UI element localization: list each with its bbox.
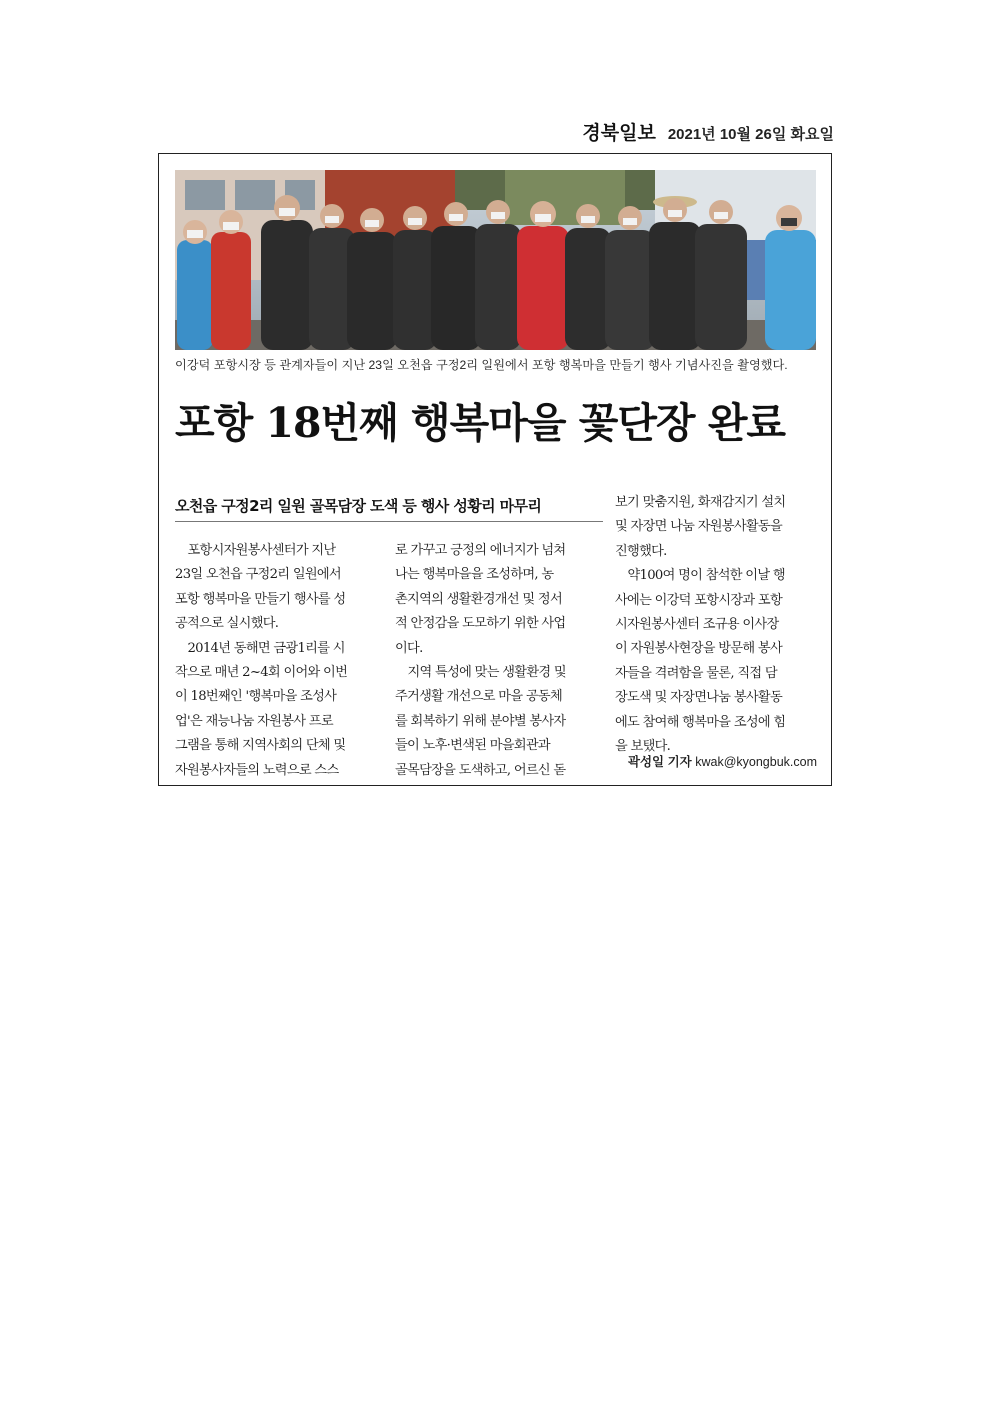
article-column-3 [615, 491, 818, 759]
text-line: 촌지역의 생활환경개선 및 정서 [395, 591, 562, 607]
text-line: 장도색 및 자장면나눔 봉사활동 [615, 690, 782, 706]
text-line: 공적으로 실시했다. [175, 616, 279, 632]
text-line: 포항 행복마을 만들기 행사를 성 [175, 591, 346, 607]
text-line: 보기 맞춤지원, 화재감지기 설치 [615, 495, 786, 510]
article-column-1 [175, 539, 378, 783]
article-column-2 [395, 539, 598, 783]
text-line: 시자원봉사센터 조규용 이사장 [615, 616, 779, 632]
text-line: 를 회복하기 위해 분야별 봉사자 [395, 713, 566, 729]
byline [617, 752, 817, 770]
text-line: 을 보탰다. [615, 738, 671, 754]
publication-date: 2021년 10월 26일 화요일 [667, 126, 834, 143]
text-line: 사에는 이강덕 포항시장과 포항 [615, 592, 782, 608]
text-line: 자들을 격려함을 물론, 직접 담 [615, 665, 777, 681]
text-line: 에도 참여해 행복마을 조성에 힘 [615, 714, 786, 730]
newspaper-name: 경북일보 [582, 122, 656, 144]
text-line: 들이 노후·변색된 마을회관과 [395, 738, 550, 754]
reporter-email[interactable]: kwak@kyongbuk.com [695, 755, 817, 769]
text-line: 2014년 동해면 금광1리를 시 [175, 640, 345, 656]
text-line: 이 18번째인 '행복마을 조성사 [175, 689, 337, 705]
article-clipping [158, 153, 832, 786]
text-line: 골목담장을 도색하고, 어르신 돋 [395, 762, 566, 778]
text-line: 지역 특성에 맞는 생활환경 및 [395, 664, 566, 680]
text-line: 및 자장면 나눔 자원봉사활동을 [615, 519, 782, 535]
text-line: 자원봉사자들의 노력으로 스스 [175, 762, 339, 778]
group-photo-image [175, 170, 816, 350]
text-line: 이다. [395, 640, 423, 656]
text-line: 23일 오천읍 구정2리 일원에서 [175, 567, 341, 583]
masthead [520, 118, 834, 146]
text-line: 포항시자원봉사센터가 지난 [175, 543, 336, 558]
subheadline-rule [175, 521, 603, 522]
text-line: 업'은 재능나눔 자원봉사 프로 [175, 713, 333, 729]
text-line: 진행했다. [615, 543, 667, 559]
text-line: 그램을 통해 지역사회의 단체 및 [175, 738, 346, 754]
text-line: 약100여 명이 참석한 이날 행 [615, 568, 785, 584]
headline: 포항 18번째 행복마을 꽃단장 완료 [175, 399, 786, 447]
text-line: 적 안정감을 도모하기 위한 사업 [395, 616, 566, 632]
reporter-name: 곽성일 기자 [627, 755, 692, 769]
text-line: 작으로 매년 2~4회 이어와 이번 [175, 664, 348, 680]
subheadline: 오천읍 구정2리 일원 골목담장 도색 등 행사 성황리 마무리 [175, 497, 542, 515]
text-line: 나는 행복마을을 조성하며, 농 [395, 567, 554, 583]
text-line: 로 가꾸고 긍정의 에너지가 넘쳐 [395, 543, 566, 558]
text-line: 이 자원봉사현장을 방문해 봉사 [615, 641, 782, 657]
photo-caption: 이강덕 포항시장 등 관계자들이 지난 23일 오천읍 구정2리 일원에서 포항 행복마을 만들기 행사 기념사진을 촬영했다. [175, 358, 788, 372]
text-line: 주거생활 개선으로 마을 공동체 [395, 689, 562, 705]
